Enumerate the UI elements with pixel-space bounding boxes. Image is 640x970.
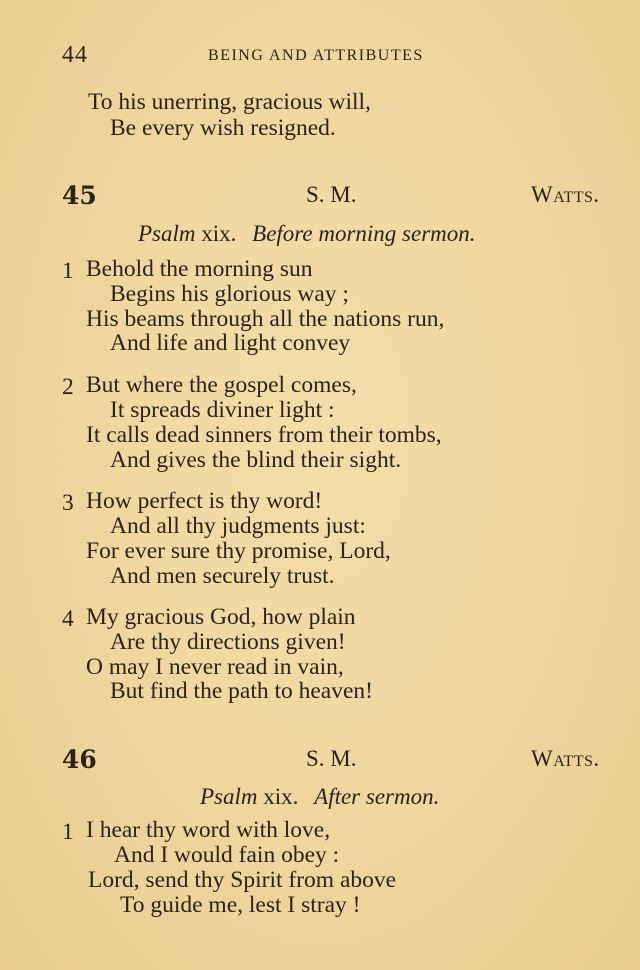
hymn-subtitle [138,221,476,247]
hymn-subtitle [200,784,439,810]
source-ref: xix. [263,784,299,809]
stanza-line: And gives the blind their sight. [110,447,402,473]
source-ref: xix. [201,221,237,246]
page-number: 44 [62,42,88,68]
hymn-author: Watts. [531,182,600,207]
stanza-line: But find the path to heaven! [110,678,373,704]
stanza-line: I hear thy word with love, [86,817,331,843]
stanza-line: To guide me, lest I stray ! [120,892,361,918]
hymn-number: 45 [62,181,97,210]
stanza-line: And I would fain obey : [114,842,340,868]
continued-line: Be every wish resigned. [110,115,336,141]
stanza-line: It calls dead sinners from their tombs, [86,422,442,448]
occasion: Before morning sermon. [252,221,476,246]
hymn-author: Watts. [531,746,600,771]
stanza-line: It spreads diviner light : [110,397,335,423]
stanza-number: 3 [62,490,74,516]
stanza-line: Are thy directions given! [110,629,346,655]
stanza-line: O may I never read in vain, [86,654,344,680]
source-label: Psalm [200,784,258,809]
stanza-line: But where the gospel comes, [86,372,357,398]
running-head: BEING AND ATTRIBUTES [208,47,424,64]
stanza-number: 2 [62,374,74,400]
stanza-line: And all thy judgments just: [110,513,366,539]
stanza-line: His beams through all the nations run, [86,306,445,332]
stanza-number: 1 [62,258,74,284]
hymn-number: 46 [62,745,97,774]
stanza-line: How perfect is thy word! [86,488,323,514]
stanza-line: And life and light convey [110,330,351,356]
stanza-line: For ever sure thy promise, Lord, [86,538,391,564]
hymn-meter: S. M. [306,746,357,771]
source-label: Psalm [138,221,196,246]
stanza-line: Behold the morning sun [86,256,313,282]
continued-line: To his unerring, gracious will, [88,89,371,115]
occasion: After sermon. [314,784,440,809]
hymn-meter: S. M. [306,182,357,207]
stanza-line: Begins his glorious way ; [110,281,349,307]
stanza-number: 1 [62,819,74,845]
stanza-number: 4 [62,606,74,632]
stanza-line: Lord, send thy Spirit from above [88,867,397,893]
stanza-line: My gracious God, how plain [86,604,356,630]
stanza-line: And men securely trust. [110,563,335,589]
